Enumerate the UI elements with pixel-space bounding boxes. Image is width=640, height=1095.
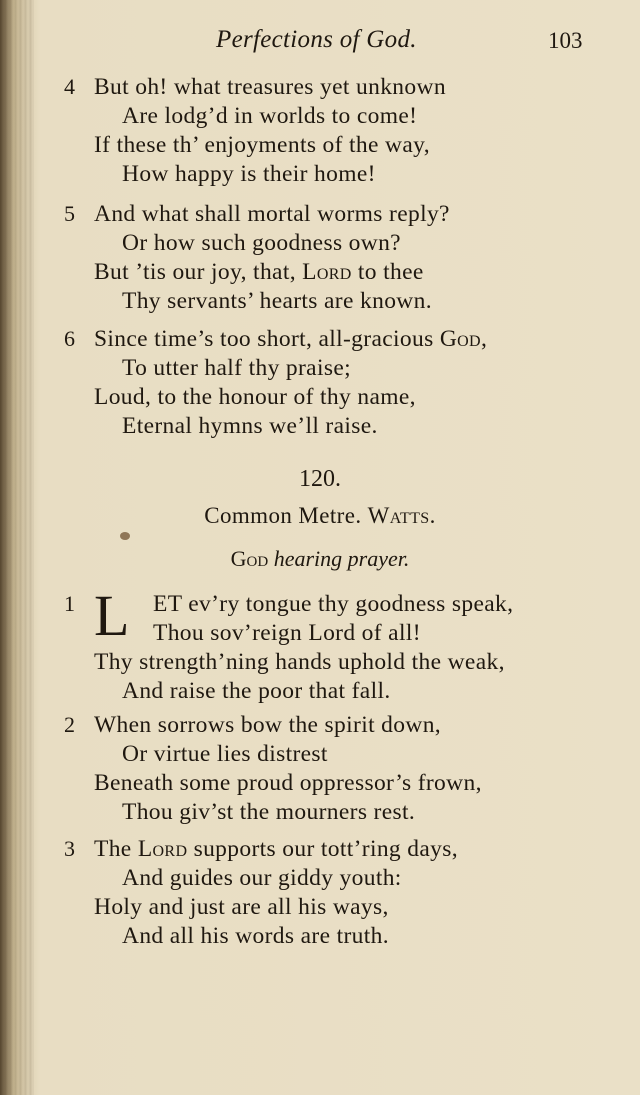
verse-line: Thy servants’ hearts are known. <box>122 288 432 314</box>
drop-cap: L <box>94 583 130 648</box>
small-caps-word: Lord <box>302 259 352 285</box>
small-caps-word: Lord <box>137 836 188 862</box>
verse-line: But oh! what treasures yet unknown <box>94 74 446 100</box>
verse-line: How happy is their home! <box>122 161 376 187</box>
hymn-author: Watts. <box>367 503 436 528</box>
verse-line: Thou giv’st the mourners rest. <box>122 799 416 825</box>
stanza-number: 6 <box>64 326 75 351</box>
verse-line: Or how such goodness own? <box>122 230 401 256</box>
verse-line: The Lord supports our tott’ring days, <box>94 836 458 862</box>
verse-line: And what shall mortal worms reply? <box>94 201 450 227</box>
hymn-meter-author <box>0 503 640 529</box>
hymn-number: 120. <box>299 466 341 492</box>
verse-line: ET ev’ry tongue thy goodness speak, <box>153 591 514 617</box>
verse-line: Eternal hymns we’ll raise. <box>122 413 378 439</box>
verse-line: And all his words are truth. <box>122 923 389 949</box>
verse-line: And guides our giddy youth: <box>122 865 402 891</box>
verse-line: Thy strength’ning hands uphold the weak, <box>94 649 505 675</box>
verse-line: But ’tis our joy, that, Lord to thee <box>94 259 424 285</box>
hymn-meter: Common Metre. <box>204 503 362 528</box>
verse-line: And raise the poor that fall. <box>122 678 391 704</box>
running-title: Perfections of God. <box>216 26 417 53</box>
verse-line: Or virtue lies distrest <box>122 741 328 767</box>
verse-line: Loud, to the honour of thy name, <box>94 384 416 410</box>
page-number: 103 <box>548 28 583 53</box>
hymn-title-italic: hearing prayer. <box>273 546 410 571</box>
verse-line: Thou sov’reign Lord of all! <box>153 620 421 646</box>
page-header <box>0 26 640 60</box>
verse-line: Holy and just are all his ways, <box>94 894 389 920</box>
verse-line: When sorrows bow the spirit down, <box>94 712 442 738</box>
hymn-title-sc: God <box>230 546 269 571</box>
stanza-number: 1 <box>64 591 75 616</box>
verse-line: Beneath some proud oppressor’s frown, <box>94 770 482 796</box>
ink-spot <box>120 532 130 540</box>
stanza-number: 2 <box>64 712 75 737</box>
stanza-number: 5 <box>64 201 75 226</box>
verse-line: Are lodg’d in worlds to come! <box>122 103 418 129</box>
stanza-number: 3 <box>64 836 75 861</box>
verse-line: To utter half thy praise; <box>122 355 351 381</box>
small-caps-word: God <box>439 326 481 352</box>
verse-line: If these th’ enjoyments of the way, <box>94 132 430 158</box>
stanza-number: 4 <box>64 74 75 99</box>
hymn-title <box>0 546 640 572</box>
verse-line: Since time’s too short, all-gracious God, <box>94 326 488 352</box>
